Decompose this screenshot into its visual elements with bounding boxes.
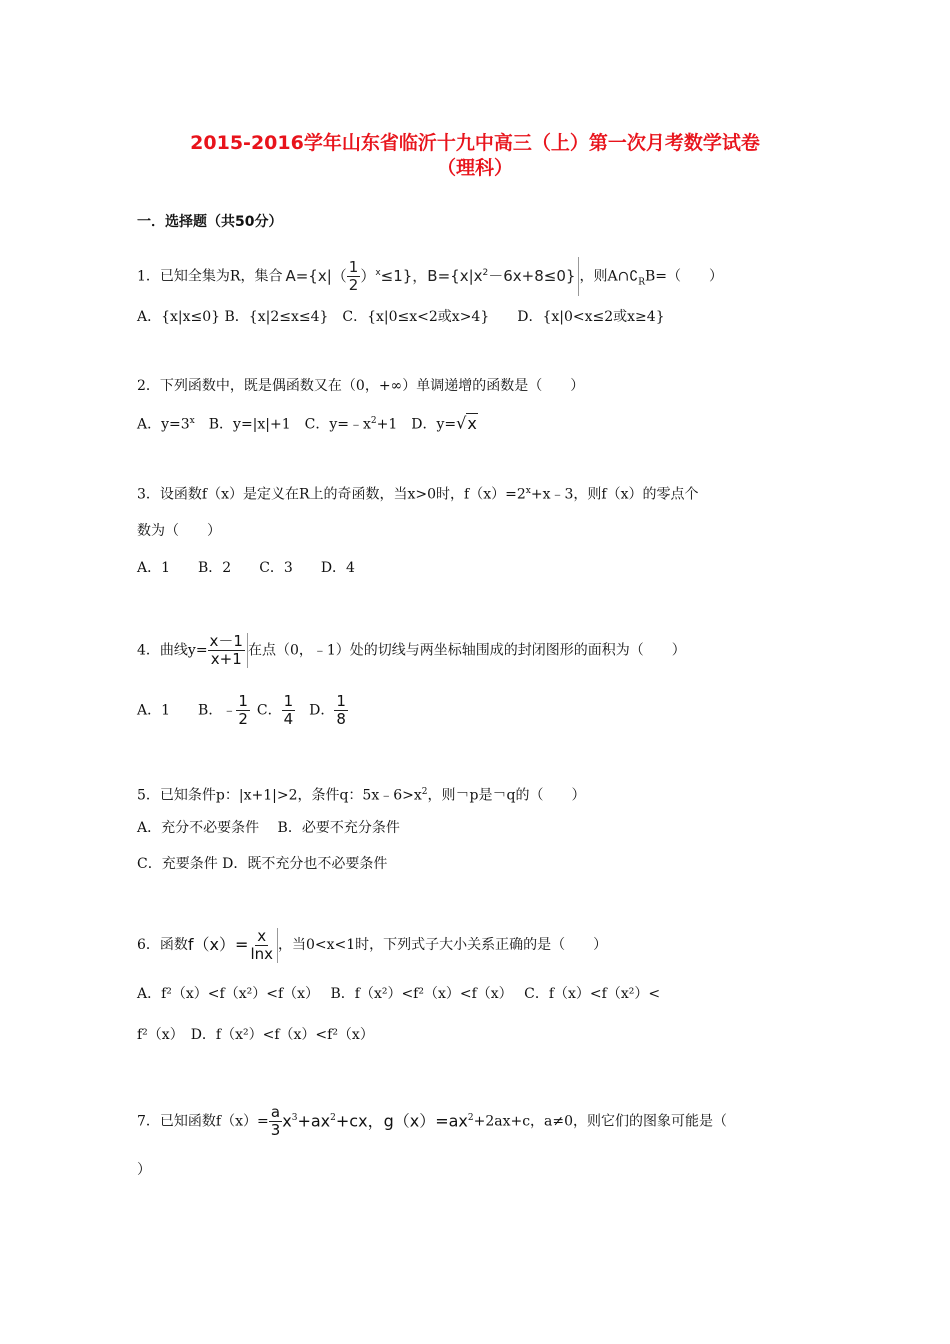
question-3 xyxy=(137,481,698,505)
q2-opt-d-radicand: x xyxy=(467,413,477,433)
q4-suffix: 在点（0，﹣1）处的切线与两坐标轴围成的封闭图形的面积为（ ） xyxy=(247,642,686,659)
q3-stem-line2: 数为（ ） xyxy=(137,523,221,539)
q1-suffix: ，则A∩∁ xyxy=(579,268,639,285)
q4-opt-c-num: 1 xyxy=(283,692,294,710)
sqrt-symbol-icon: √x xyxy=(456,413,477,433)
q1-set-formula xyxy=(282,257,579,296)
q3-stem-sup: x xyxy=(525,486,531,496)
question-2: 2．下列函数中，既是偶函数又在（0，+∞）单调递增的函数是（ ） xyxy=(137,378,585,394)
q4-opt-b-den: 2 xyxy=(238,710,248,728)
q2-options xyxy=(137,411,478,435)
q1-half-den: 2 xyxy=(348,276,359,294)
q1-half-fraction xyxy=(347,259,361,294)
q4-fraction xyxy=(208,633,248,668)
q4-opt-c-den: 4 xyxy=(283,710,294,728)
q2-opt-a: A．y=3 xyxy=(137,416,190,433)
q4-opt-d-fraction xyxy=(334,693,348,728)
q7-fraction xyxy=(269,1104,283,1139)
q5-options-cd: C．充要条件 D．既不充分也不必要条件 xyxy=(137,856,388,872)
q1-set-a-end: ≤1}，B={x|x xyxy=(380,267,483,285)
q3-stem-a: 3．设函数f（x）是定义在R上的奇函数，当x>0时，f（x）=2 xyxy=(137,486,526,503)
q7-expr-c: +cx，g（x）=ax xyxy=(335,1111,468,1131)
q2-opt-c-rest: +1 xyxy=(376,416,398,433)
q7-exp2: 2 xyxy=(330,1113,336,1123)
exam-title-line2: （理科） xyxy=(436,157,513,179)
q1-exp-x: x xyxy=(375,268,381,278)
q5-stem-b: ，则￢p是￢q的（ ） xyxy=(427,787,586,804)
q2-opt-c: C．y=﹣x xyxy=(304,416,371,433)
q1-square: 2 xyxy=(482,268,489,278)
question-5 xyxy=(137,782,585,806)
question-4 xyxy=(137,633,686,668)
q7-line2: ） xyxy=(137,1162,151,1178)
q1-sub-r: R xyxy=(638,277,645,288)
q5-stem-a: 5．已知条件p：|x+1|>2，条件q：5x﹣6>x xyxy=(137,787,422,804)
q2-opt-c-sup: 2 xyxy=(370,416,377,426)
q2-opt-d: D．y= xyxy=(411,416,457,433)
q6-fraction xyxy=(248,928,278,963)
question-7 xyxy=(137,1100,727,1140)
q1-set-a-rest: ） xyxy=(360,267,376,285)
q3-options: A．1 B．2 C．3 D．4 xyxy=(137,560,355,576)
exam-title-line1: 2015-2016学年山东省临沂十九中高三（上）第一次月考数学试卷 xyxy=(190,132,760,154)
section-heading: 一．选择题（共50分） xyxy=(137,214,283,230)
q1-set-b-end: －6x+8≤0} xyxy=(488,267,576,285)
q4-opt-d-den: 8 xyxy=(336,710,346,728)
q6-fx: f（x）= xyxy=(187,935,249,954)
q4-frac-num: x－1 xyxy=(209,632,243,650)
q4-options xyxy=(137,693,348,728)
q5-options-ab: A．充分不必要条件 B．必要不充分条件 xyxy=(137,820,400,836)
q7-prefix: 7．已知函数f（x）= xyxy=(137,1113,269,1130)
q1-options: A．{x|x≤0} B．{x|2≤x≤4} C．{x|0≤x<2或x>4} D．{x|0<x≤2或x≥4} xyxy=(137,309,665,325)
q6-prefix: 6．函数 xyxy=(137,937,188,953)
q4-prefix: 4．曲线y= xyxy=(137,642,208,659)
q5-stem-sup: 2 xyxy=(421,787,428,797)
q6-options-line1: A．f²（x）<f（x²）<f（x） B．f（x²）<f²（x）<f（x） C．f（x）<f（x²）< xyxy=(137,986,661,1002)
q2-opt-a-sup: x xyxy=(189,416,195,426)
q4-opt-d: D． xyxy=(309,702,335,719)
q6-suffix: ，当0<x<1时，下列式子大小关系正确的是（ ） xyxy=(278,937,608,953)
q7-frac-den: 3 xyxy=(270,1121,281,1140)
question-1 xyxy=(137,257,723,296)
q4-opt-d-num: 1 xyxy=(336,692,346,710)
q1-suffix2: B=（ ） xyxy=(645,268,724,285)
q4-opt-c-fraction xyxy=(282,693,296,728)
q7-exp2b: 2 xyxy=(467,1113,474,1123)
q7-exp3: 3 xyxy=(291,1113,298,1123)
q4-opt-b-fraction xyxy=(236,693,250,728)
question-6 xyxy=(137,927,607,963)
q7-expr-a: x xyxy=(282,1111,292,1131)
q4-opt-b-num: 1 xyxy=(238,692,248,710)
q7-frac-num: a xyxy=(270,1103,281,1122)
q7-expr-b: +ax xyxy=(297,1111,331,1131)
q4-opt-a: A．1 xyxy=(137,702,171,719)
q1-prefix: 1．已知全集为R，集合 xyxy=(137,268,283,285)
q6-frac-den: lnx xyxy=(250,944,273,963)
q6-frac-num: x xyxy=(257,926,267,945)
q1-set-a: A={x|（ xyxy=(285,267,347,285)
q2-opt-b: B．y=|x|+1 xyxy=(208,416,291,433)
q4-opt-c: C． xyxy=(256,702,282,719)
q1-half-num: 1 xyxy=(348,258,359,276)
q7-suffix: +2ax+c，a≠0，则它们的图象可能是（ xyxy=(473,1113,728,1130)
q6-options-line2: f²（x） D．f（x²）<f（x）<f²（x） xyxy=(137,1027,374,1043)
q3-stem-b: +x﹣3，则f（x）的零点个 xyxy=(530,486,699,503)
q4-frac-den: x+1 xyxy=(210,650,242,668)
q4-opt-b: B．﹣ xyxy=(198,702,237,719)
